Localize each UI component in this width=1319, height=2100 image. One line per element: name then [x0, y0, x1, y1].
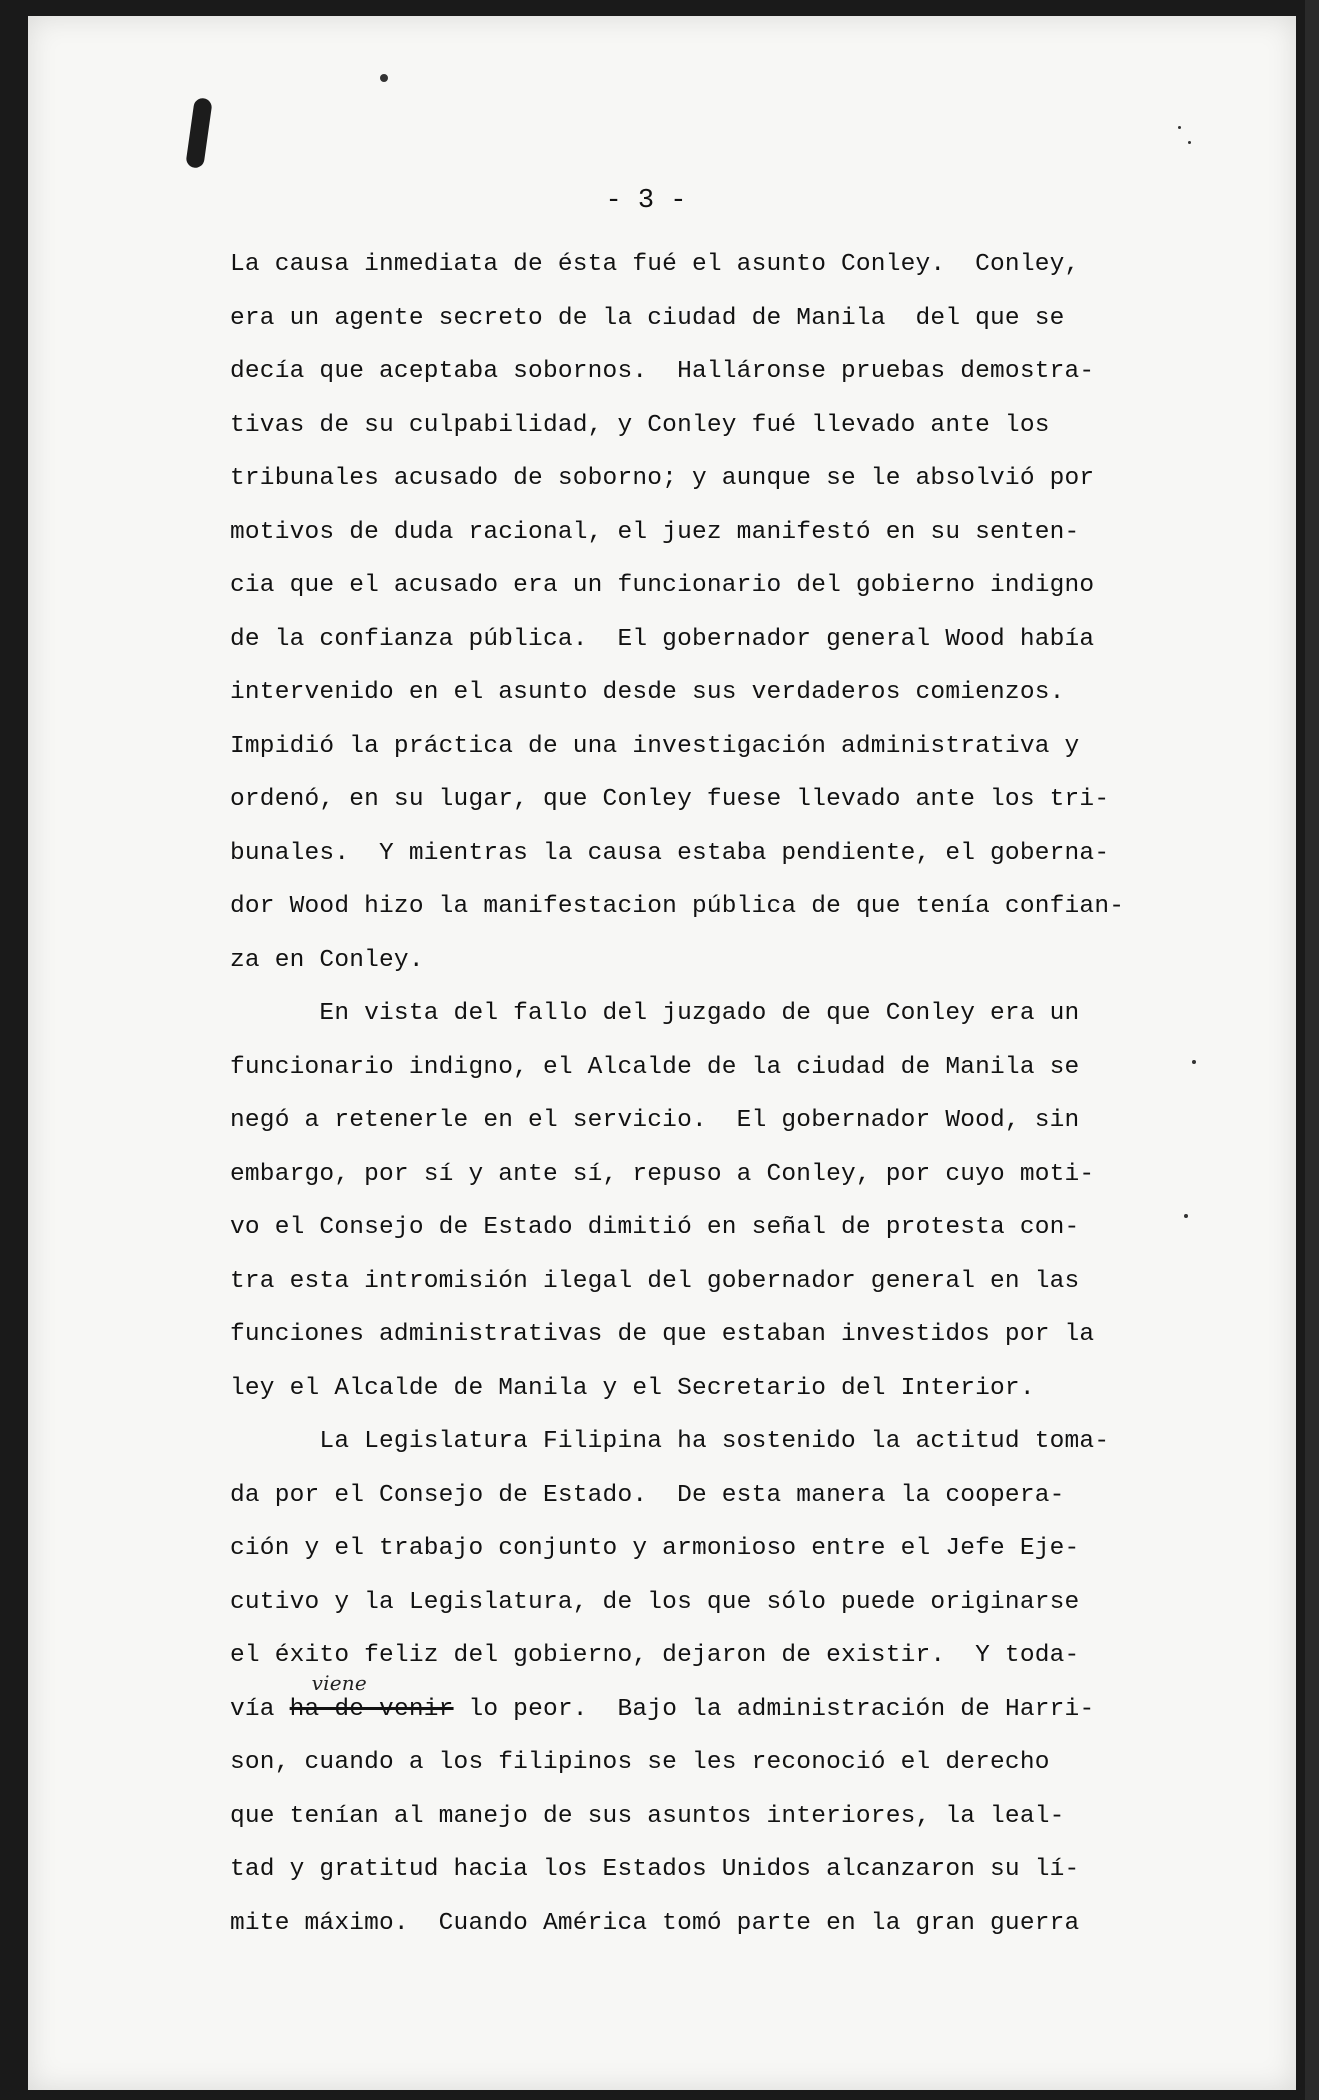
document-page — [28, 16, 1296, 2090]
text-line: En vista del fallo del juzgado de que Conley era un — [230, 1000, 1080, 1027]
text-line: de la confianza pública. El gobernador general Wood había — [230, 625, 1095, 653]
text-line: funciones administrativas de que estaban investidos por la — [230, 1321, 1095, 1348]
text-line: ordenó, en su lugar, que Conley fuese llevado ante los tri- — [230, 786, 1110, 813]
correction — [289, 1670, 454, 1737]
text-line: intervenido en el asunto desde sus verdaderos comienzos. — [230, 679, 1065, 706]
text-line: cia que el acusado era un funcionario del gobierno indigno — [230, 572, 1095, 599]
text-line: ley el Alcalde de Manila y el Secretario del Interior. — [230, 1374, 1035, 1402]
text-line: La Legislatura Filipina ha sostenido la actitud toma- — [230, 1428, 1110, 1455]
text-line: funcionario indigno, el Alcalde de la ciudad de Manila se — [230, 1053, 1080, 1081]
page-number: - 3 - — [605, 186, 687, 216]
text-line: negó a retenerle en el servicio. El gobernador Wood, sin — [230, 1107, 1080, 1134]
text-line: La causa inmediata de ésta fué el asunto Conley. Conley, — [230, 251, 1080, 278]
text-line: el éxito feliz del gobierno, dejaron de existir. Y toda- — [230, 1642, 1080, 1669]
text-line: ción y el trabajo conjunto y armonioso entre el Jefe Eje- — [230, 1535, 1080, 1562]
text-line: tad y gratitud hacia los Estados Unidos alcanzaron su lí- — [230, 1856, 1080, 1883]
text-line: tra esta intromisión ilegal del gobernador general en las — [230, 1267, 1080, 1295]
line-suffix: lo peor. Bajo la administración de Harri- — [453, 1695, 1095, 1723]
text-line: son, cuando a los filipinos se les reconoció el derecho — [230, 1749, 1050, 1776]
text-line: vo el Consejo de Estado dimitió en señal de protesta con- — [230, 1214, 1080, 1241]
line-prefix: vía — [230, 1695, 290, 1723]
ink-speck — [380, 74, 388, 82]
text-line: Impidió la práctica de una investigación administrativa y — [230, 732, 1080, 760]
text-line: da por el Consejo de Estado. De esta manera la coopera- — [230, 1481, 1065, 1509]
text-line: embargo, por sí y ante sí, repuso a Conley, por cuyo moti- — [230, 1160, 1095, 1188]
handwritten-insertion: viene — [311, 1670, 367, 1695]
typewritten-body — [230, 238, 1210, 1950]
text-line: tivas de su culpabilidad, y Conley fué llevado ante los — [230, 411, 1050, 439]
scan-edge — [1305, 0, 1319, 2100]
text-line: decía que aceptaba sobornos. Halláronse pruebas demostra- — [230, 358, 1095, 385]
ink-speck — [1178, 126, 1181, 129]
text-line: bunales. Y mientras la causa estaba pendiente, el goberna- — [230, 839, 1110, 867]
struck-text: ha de venir — [289, 1695, 454, 1723]
paragraph-3 — [230, 1415, 1210, 1950]
text-line: dor Wood hizo la manifestacion pública de que tenía confian- — [230, 893, 1125, 920]
paragraph-1 — [230, 238, 1210, 987]
ink-speck — [1188, 141, 1191, 144]
text-line: tribunales acusado de soborno; y aunque se le absolvió por — [230, 465, 1095, 492]
text-line: za en Conley. — [230, 946, 424, 974]
text-line: mite máximo. Cuando América tomó parte en la gran guerra — [230, 1909, 1080, 1937]
text-line: motivos de duda racional, el juez manifestó en su senten- — [230, 518, 1080, 546]
corrected-line — [230, 1670, 1210, 1737]
ink-blot — [185, 97, 213, 169]
paragraph-2 — [230, 987, 1210, 1415]
text-line: era un agente secreto de la ciudad de Manila del que se — [230, 304, 1065, 332]
text-line: que tenían al manejo de sus asuntos interiores, la leal- — [230, 1802, 1065, 1830]
text-line: cutivo y la Legislatura, de los que sólo puede originarse — [230, 1588, 1080, 1616]
